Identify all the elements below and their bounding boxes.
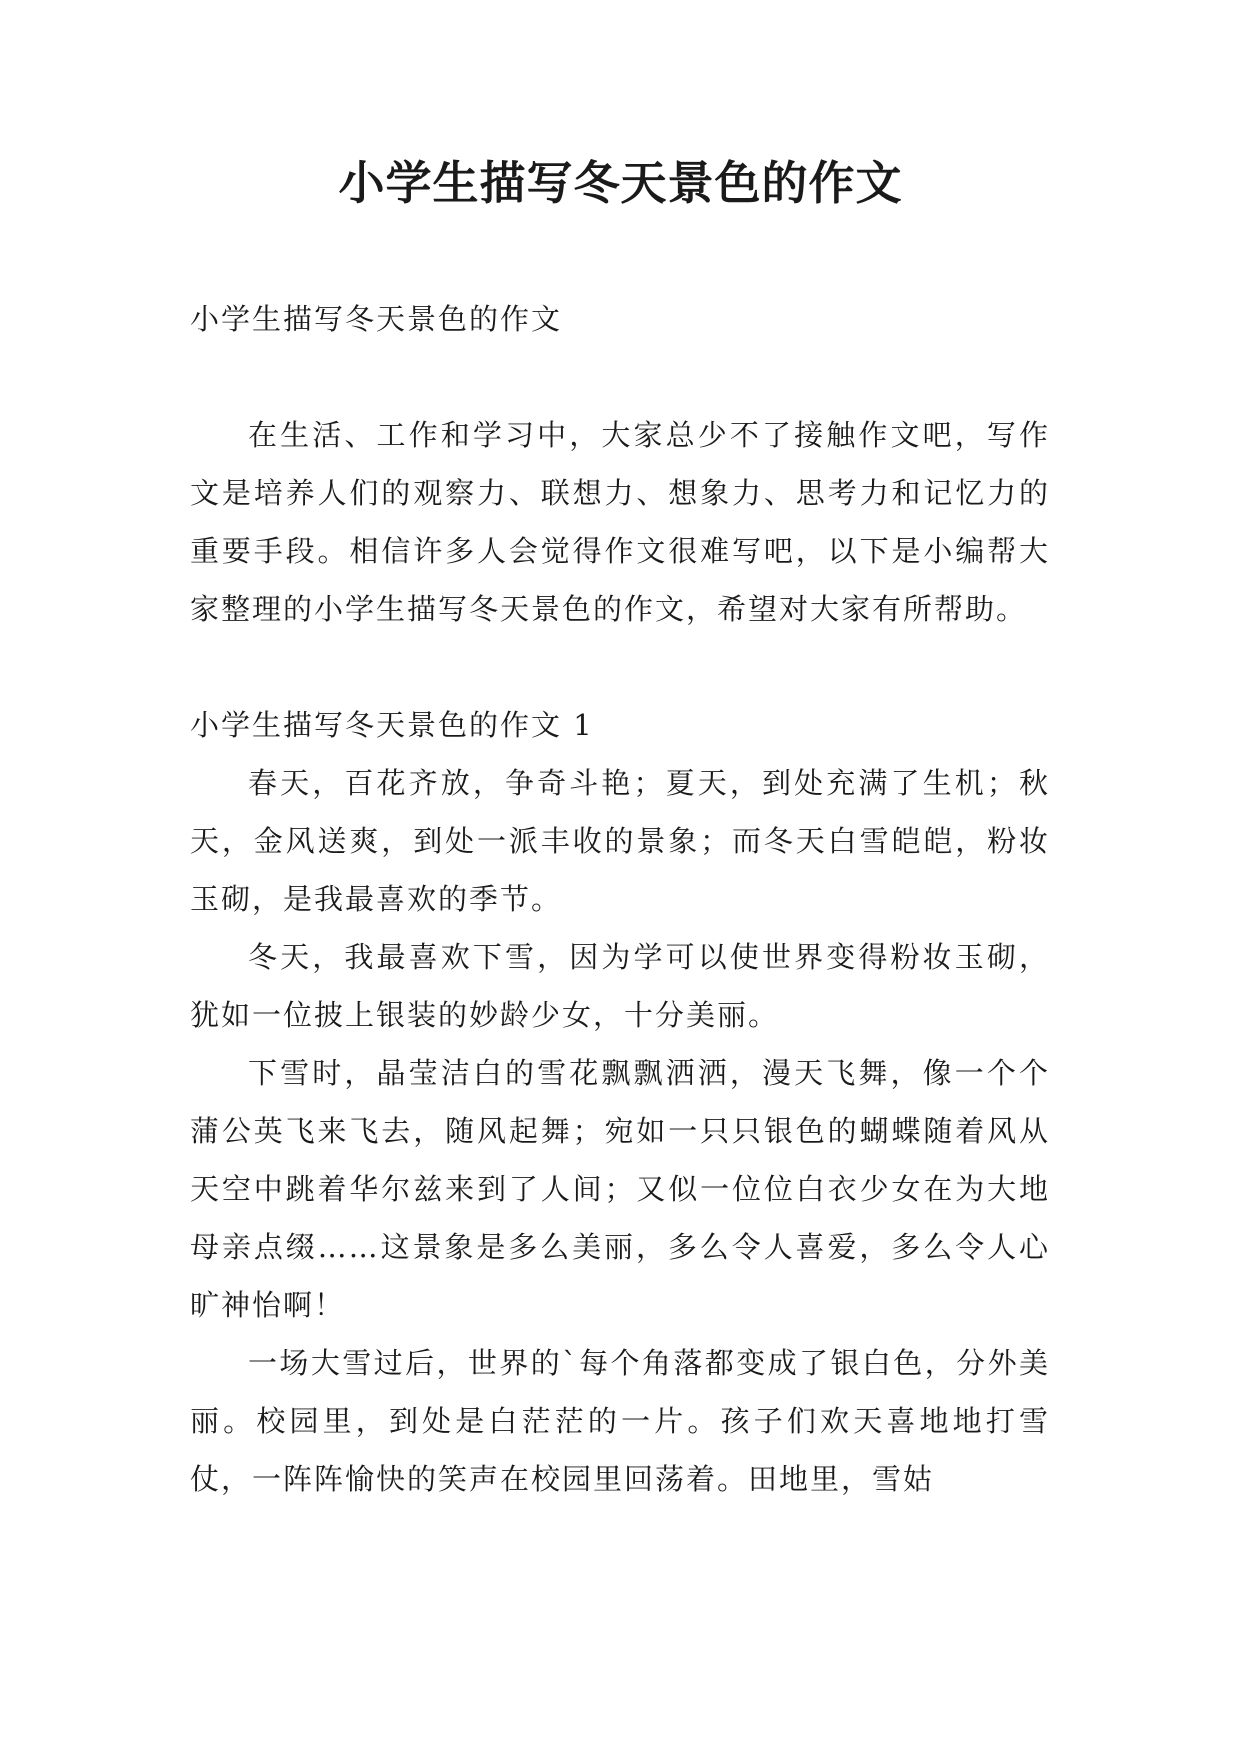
essay-paragraph-4: 一场大雪过后，世界的`每个角落都变成了银白色，分外美丽。校园里，到处是白茫茫的一片。孩子们欢天喜地地打雪仗，一阵阵愉快的笑声在校园里回荡着。田地里，雪姑 <box>190 1346 1050 1496</box>
intro-paragraph: 在生活、工作和学习中，大家总少不了接触作文吧，写作文是培养人们的观察力、联想力、想象力、思考力和记忆力的重要手段。相信许多人会觉得作文很难写吧，以下是小编帮大家整理的小学生描写冬天景色的作文，希望对大家有所帮助。 <box>190 418 1050 626</box>
essay-paragraph-3: 下雪时，晶莹洁白的雪花飘飘洒洒，漫天飞舞，像一个个蒲公英飞来飞去，随风起舞；宛如一只只银色的蝴蝶随着风从天空中跳着华尔兹来到了人间；又似一位位白衣少女在为大地母亲点缀……这景象是多么美丽，多么令人喜爱，多么令人心旷神怡啊！ <box>190 1056 1050 1322</box>
paragraph-spacer <box>190 638 1050 696</box>
section-heading: 小学生描写冬天景色的作文 1 <box>190 708 594 742</box>
essay-paragraph-2: 冬天，我最喜欢下雪，因为学可以使世界变得粉妆玉砌，犹如一位披上银装的妙龄少女，十分美丽。 <box>190 940 1050 1032</box>
page-title: 小学生描写冬天景色的作文 <box>338 156 903 210</box>
document-subtitle: 小学生描写冬天景色的作文 <box>190 302 563 336</box>
document-body <box>190 290 1050 1508</box>
essay-paragraph-1: 春天，百花齐放，争奇斗艳；夏天，到处充满了生机；秋天，金风送爽，到处一派丰收的景象；而冬天白雪皑皑，粉妆玉砌，是我最喜欢的季节。 <box>190 766 1050 916</box>
